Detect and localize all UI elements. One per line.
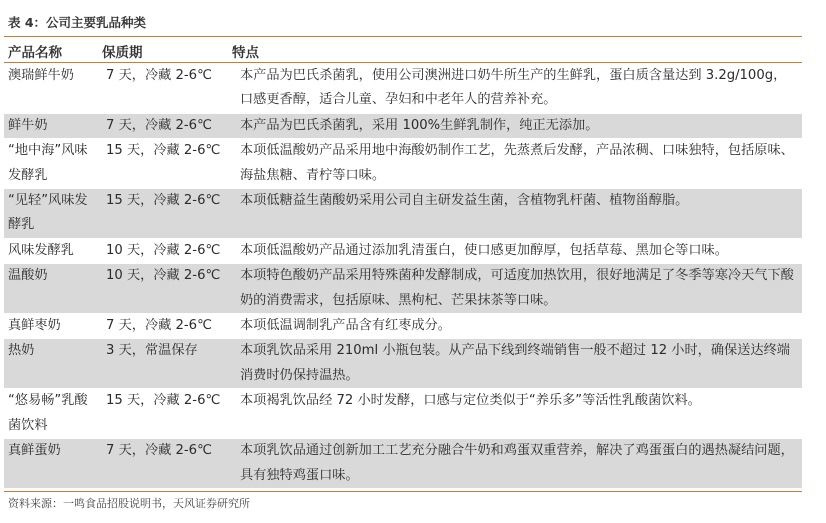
feature-cell: 本产品为巴氏杀菌乳，采用 100%生鲜乳制作，纯正无添加。 <box>236 113 802 138</box>
feature-cell: 本项低温酸奶产品采用地中海酸奶制作工艺，先蒸煮后发酵，产品浓稠、口味独特，包括原味、海盐焦糖、青柠等口味。 <box>236 139 802 189</box>
feature-cell: 本项特色酸奶产品采用特殊菌种发酵制成，可适度加热饮用，很好地满足了冬季等寒冷天气下酸奶的消费需求，包括原味、黑枸杞、芒果抹茶等口味。 <box>236 264 802 314</box>
header-product-name: 产品名称 <box>8 45 62 61</box>
product-name-cell: 温酸奶 <box>4 264 100 314</box>
feature-cell: 本项乳饮品通过创新加工工艺充分融合牛奶和鸡蛋双重营养，解决了鸡蛋蛋白的遇热凝结问题，具有独特鸡蛋口味。 <box>236 439 802 488</box>
table-row <box>4 139 802 189</box>
table-row <box>4 64 802 113</box>
feature-cell: 本项低糖益生菌酸奶采用公司自主研发益生菌，含植物乳杆菌、植物甾醇脂。 <box>236 189 802 239</box>
table-row <box>4 339 802 389</box>
product-table-body <box>4 64 802 488</box>
shelf-life-cell: 15 天，冷藏 2-6℃ <box>100 189 236 239</box>
feature-cell: 本项乳饮品采用 210ml 小瓶包装。从产品下线到终端销售一般不超过 12 小时，确保送达终端消费时仍保持温热。 <box>236 339 802 389</box>
table-row <box>4 189 802 239</box>
product-table <box>4 64 802 488</box>
top-rule <box>4 36 802 37</box>
product-name-cell: 真鲜枣奶 <box>4 314 100 339</box>
table-row <box>4 113 802 138</box>
product-name-cell: 澳瑞鲜牛奶 <box>8 68 74 83</box>
product-name-cell: 真鲜蛋奶 <box>4 439 100 488</box>
shelf-life-cell: 7 天，冷藏 2-6℃ <box>100 314 236 339</box>
table-row <box>4 389 802 439</box>
shelf-life-cell: 7 天，冷藏 2-6℃ <box>106 68 212 83</box>
product-name-cell: “地中海”风味发酵乳 <box>4 139 100 189</box>
product-name-cell: 鲜牛奶 <box>4 113 100 138</box>
feature-cell: 本项褐乳饮品经 72 小时发酵，口感与定位类似于“养乐多”等活性乳酸菌饮料。 <box>236 389 802 439</box>
table-row <box>4 439 802 488</box>
source-note: 资料来源：一鸣食品招股说明书，天风证券研究所 <box>8 497 250 510</box>
shelf-life-cell: 7 天，冷藏 2-6℃ <box>100 113 236 138</box>
shelf-life-cell: 3 天，常温保存 <box>100 339 236 389</box>
feature-cell: 本项低温酸奶产品通过添加乳清蛋白，使口感更加醇厚，包括草莓、黑加仑等口味。 <box>236 238 802 263</box>
product-name-cell: 风味发酵乳 <box>4 238 100 263</box>
product-name-cell: 热奶 <box>4 339 100 389</box>
shelf-life-cell: 7 天，冷藏 2-6℃ <box>100 439 236 488</box>
header-features: 特点 <box>232 45 259 61</box>
table-title: 表 4：公司主要乳品种类 <box>8 15 147 30</box>
feature-cell: 本产品为巴氏杀菌乳，使用公司澳洲进口奶牛所生产的生鲜乳，蛋白质含量达到 3.2g/100g，口感更香醇，适合儿童、孕妇和中老年人的营养补充。 <box>240 68 787 108</box>
shelf-life-cell: 15 天，冷藏 2-6℃ <box>100 139 236 189</box>
shelf-life-cell: 10 天，冷藏 2-6℃ <box>100 238 236 263</box>
feature-cell: 本项低温调制乳产品含有红枣成分。 <box>236 314 802 339</box>
header-shelf-life: 保质期 <box>102 45 143 61</box>
table-row <box>4 264 802 314</box>
table-row <box>4 238 802 263</box>
shelf-life-cell: 10 天，冷藏 2-6℃ <box>100 264 236 314</box>
header-rule <box>4 62 802 63</box>
bottom-rule <box>4 491 802 492</box>
product-name-cell: “见轻”风味发酵乳 <box>4 189 100 239</box>
shelf-life-cell: 15 天，冷藏 2-6℃ <box>100 389 236 439</box>
product-name-cell: “悠易畅”乳酸菌饮料 <box>4 389 100 439</box>
table-row <box>4 314 802 339</box>
